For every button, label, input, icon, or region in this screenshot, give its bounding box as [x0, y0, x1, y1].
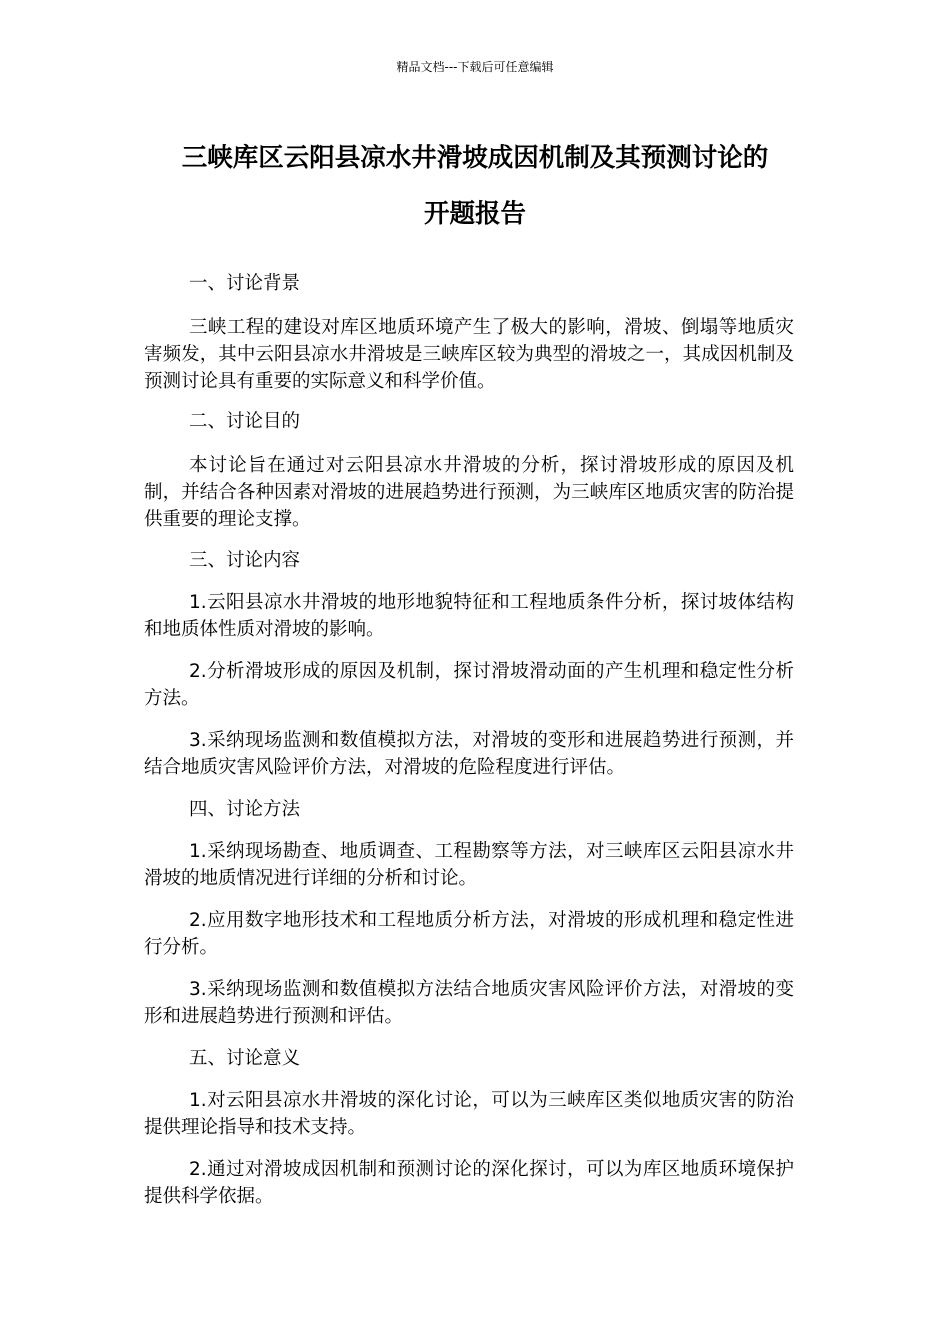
- background-paragraph: 三峡工程的建设对库区地质环境产生了极大的影响，滑坡、倒塌等地质灾害频发，其中云阳县凉水井滑坡是三峡库区较为典型的滑坡之一，其成因机制及预测讨论具有重要的实际意义和科学价值。: [144, 317, 794, 392]
- page-header: 精品文档---下载后可任意编辑: [396, 60, 554, 74]
- document-title-line-2: 开题报告: [423, 199, 526, 229]
- purpose-paragraph: 本讨论旨在通过对云阳县凉水井滑坡的分析，探讨滑坡形成的原因及机制，并结合各种因素对滑坡的进展趋势进行预测，为三峡库区地质灾害的防治提供重要的理论支撑。: [144, 455, 794, 530]
- methods-item-1: 1.采纳现场勘查、地质调查、工程勘察等方法，对三峡库区云阳县凉水井滑坡的地质情况进行详细的分析和讨论。: [144, 841, 794, 889]
- content-item-3: 3.采纳现场监测和数值模拟方法，对滑坡的变形和进展趋势进行预测，并结合地质灾害风险评价方法，对滑坡的危险程度进行评估。: [144, 730, 794, 778]
- section-heading-purpose: 二、讨论目的: [189, 411, 301, 432]
- significance-item-1: 1.对云阳县凉水井滑坡的深化讨论，可以为三峡库区类似地质灾害的防治提供理论指导和技术支持。: [144, 1090, 794, 1138]
- methods-item-3: 3.采纳现场监测和数值模拟方法结合地质灾害风险评价方法，对滑坡的变形和进展趋势进行预测和评估。: [144, 979, 794, 1027]
- methods-item-2: 2.应用数字地形技术和工程地质分析方法，对滑坡的形成机理和稳定性进行分析。: [144, 910, 794, 958]
- section-heading-background: 一、讨论背景: [189, 273, 301, 294]
- section-heading-content: 三、讨论内容: [189, 550, 301, 571]
- content-item-2: 2.分析滑坡形成的原因及机制，探讨滑坡滑动面的产生机理和稳定性分析方法。: [144, 661, 794, 709]
- document-title-line-1: 三峡库区云阳县凉水井滑坡成因机制及其预测讨论的: [181, 143, 769, 173]
- content-item-1: 1.云阳县凉水井滑坡的地形地貌特征和工程地质条件分析，探讨坡体结构和地质体性质对滑坡的影响。: [144, 592, 794, 640]
- section-heading-significance: 五、讨论意义: [189, 1048, 301, 1069]
- significance-item-2: 2.通过对滑坡成因机制和预测讨论的深化探讨，可以为库区地质环境保护提供科学依据。: [144, 1159, 794, 1207]
- section-heading-methods: 四、讨论方法: [189, 799, 301, 820]
